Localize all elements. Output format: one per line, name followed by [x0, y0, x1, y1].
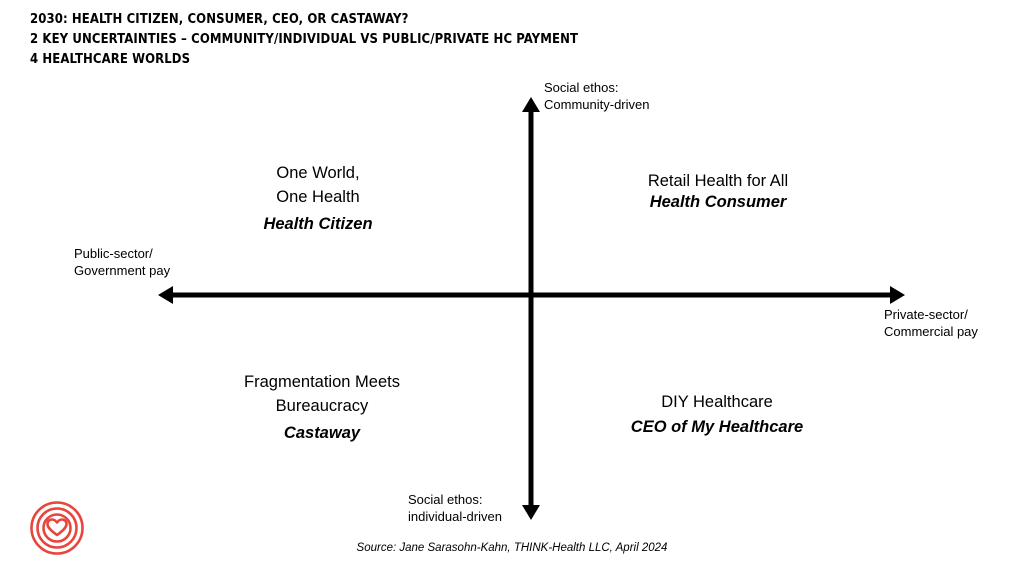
quadrant-top-right — [588, 169, 848, 212]
quadrant-bottom-right-persona: CEO of My Healthcare — [630, 418, 804, 436]
quadrant-bottom-left-persona: Castaway — [283, 424, 361, 442]
header-line-3: 4 HEALTHCARE WORLDS — [30, 52, 191, 67]
quadrant-bottom-right — [587, 390, 847, 437]
axis-label-left — [74, 245, 170, 279]
quadrant-bottom-left — [192, 370, 452, 443]
header-line-1: 2030: HEALTH CITIZEN, CONSUMER, CEO, OR CASTAWAY? — [30, 12, 409, 27]
quadrant-top-left-title-1: One World, — [276, 164, 360, 182]
quadrant-top-left — [188, 161, 448, 234]
quadrant-top-left-persona: Health Citizen — [263, 215, 373, 233]
axis-label-right — [884, 306, 978, 340]
axis-label-top — [544, 79, 649, 113]
right-arrowhead — [890, 286, 905, 304]
header-line-2: 2 KEY UNCERTAINTIES – COMMUNITY/INDIVIDUAL VS PUBLIC/PRIVATE HC PAYMENT — [30, 32, 579, 47]
left-arrowhead — [158, 286, 173, 304]
quadrant-top-left-title-2: One Health — [276, 188, 360, 206]
quadrant-top-right-title: Retail Health for All — [647, 172, 789, 190]
axis-label-bottom-line1: Social ethos: — [408, 492, 483, 507]
axis-label-top-line1: Social ethos: — [544, 80, 619, 95]
axis-label-bottom-line2: individual-driven — [408, 509, 502, 524]
axis-label-right-line2: Commercial pay — [884, 324, 978, 339]
quadrant-top-right-persona: Health Consumer — [649, 193, 787, 211]
axis-label-right-line1: Private-sector/ — [884, 307, 968, 322]
axis-label-top-line2: Community-driven — [544, 97, 650, 112]
axis-label-left-line2: Government pay — [74, 263, 171, 278]
axis-label-bottom — [408, 491, 502, 525]
axis-label-left-line1: Public-sector/ — [74, 246, 153, 261]
quadrant-bottom-left-title-2: Bureaucracy — [275, 397, 369, 415]
quadrant-bottom-right-title: DIY Healthcare — [661, 393, 773, 411]
bottom-arrowhead — [522, 505, 540, 520]
quadrant-bottom-left-title-1: Fragmentation Meets — [244, 373, 400, 391]
top-arrowhead — [522, 97, 540, 112]
source-citation: Source: Jane Sarasohn-Kahn, THINK-Health LLC, April 2024 — [356, 542, 668, 554]
